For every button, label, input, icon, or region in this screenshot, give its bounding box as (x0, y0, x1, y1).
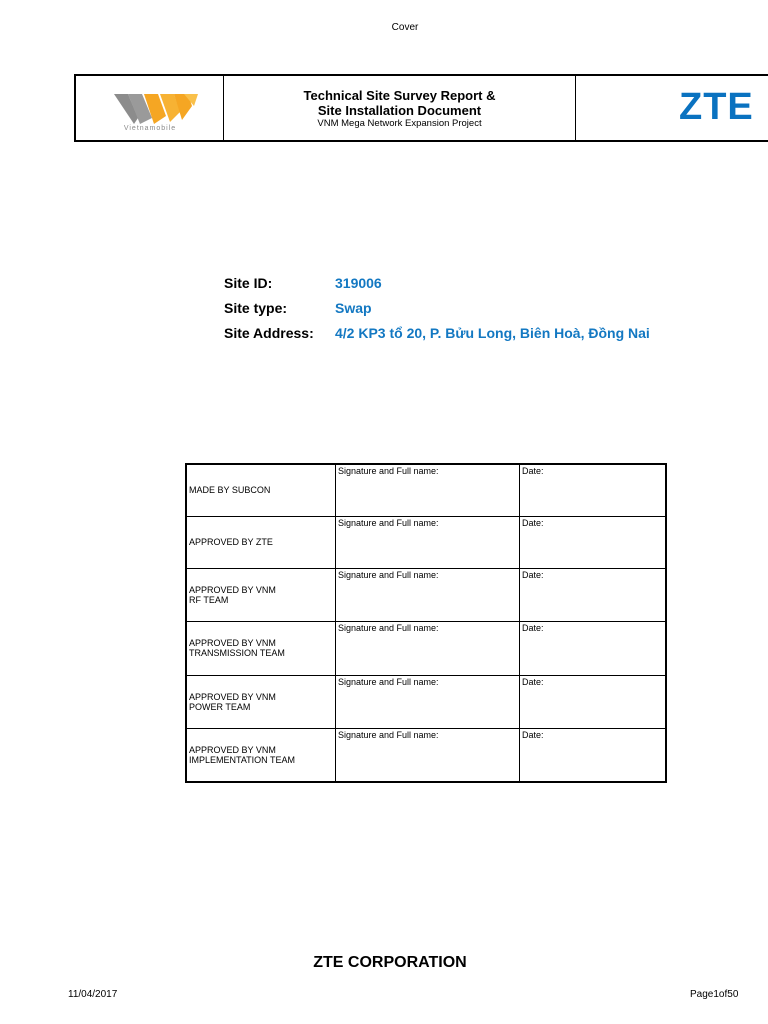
date-field[interactable]: Date: (520, 516, 667, 568)
approval-row-vnm-transmission (186, 621, 666, 675)
date-field[interactable]: Date: (520, 464, 667, 516)
footer-page-number: Page1of50 (690, 989, 739, 1000)
date-field[interactable]: Date: (520, 675, 667, 728)
site-type-value: Swap (335, 300, 372, 316)
approval-role: APPROVED BY VNM TRANSMISSION TEAM (186, 621, 336, 675)
site-type-label: Site type: (224, 300, 288, 316)
approval-role: APPROVED BY ZTE (186, 516, 336, 568)
document-title-cell (224, 76, 576, 140)
site-address-value: 4/2 KP3 tổ 20, P. Bửu Long, Biên Hoà, Đồng Nai (335, 325, 650, 341)
approval-role: APPROVED BY VNM IMPLEMENTATION TEAM (186, 728, 336, 782)
signature-field[interactable]: Signature and Full name: (336, 464, 520, 516)
site-address-label: Site Address: (224, 325, 314, 341)
zte-logo-cell (576, 76, 768, 140)
approval-role: APPROVED BY VNM POWER TEAM (186, 675, 336, 728)
date-field[interactable]: Date: (520, 621, 667, 675)
signature-field[interactable]: Signature and Full name: (336, 621, 520, 675)
approval-row-vnm-implementation (186, 728, 666, 782)
approval-signature-table (185, 463, 667, 783)
signature-field[interactable]: Signature and Full name: (336, 728, 520, 782)
approval-row-zte (186, 516, 666, 568)
vietnamobile-logo-caption: Vietnamobile (123, 125, 177, 132)
document-title-line-1: Technical Site Survey Report & (303, 88, 496, 103)
site-id-value: 319006 (335, 275, 382, 291)
signature-field[interactable]: Signature and Full name: (336, 568, 520, 621)
date-field[interactable]: Date: (520, 568, 667, 621)
document-title-line-2: Site Installation Document (317, 103, 482, 118)
approval-row-subcon (186, 464, 666, 516)
approval-row-vnm-power (186, 675, 666, 728)
approval-role: APPROVED BY VNM RF TEAM (186, 568, 336, 621)
zte-logo: ZTE (679, 86, 754, 128)
approval-role: MADE BY SUBCON (186, 464, 336, 516)
page-header-label: Cover (391, 22, 419, 33)
document-header-box (74, 74, 768, 142)
footer-company-name: ZTE CORPORATION (313, 954, 467, 971)
vietnamobile-logo-icon (76, 76, 224, 142)
date-field[interactable]: Date: (520, 728, 667, 782)
approval-row-vnm-rf (186, 568, 666, 621)
site-id-label: Site ID: (224, 275, 273, 291)
signature-field[interactable]: Signature and Full name: (336, 516, 520, 568)
footer-date: 11/04/2017 (68, 989, 118, 1000)
project-subtitle: VNM Mega Network Expansion Project (317, 118, 482, 129)
vietnamobile-logo-cell (76, 76, 224, 140)
signature-field[interactable]: Signature and Full name: (336, 675, 520, 728)
